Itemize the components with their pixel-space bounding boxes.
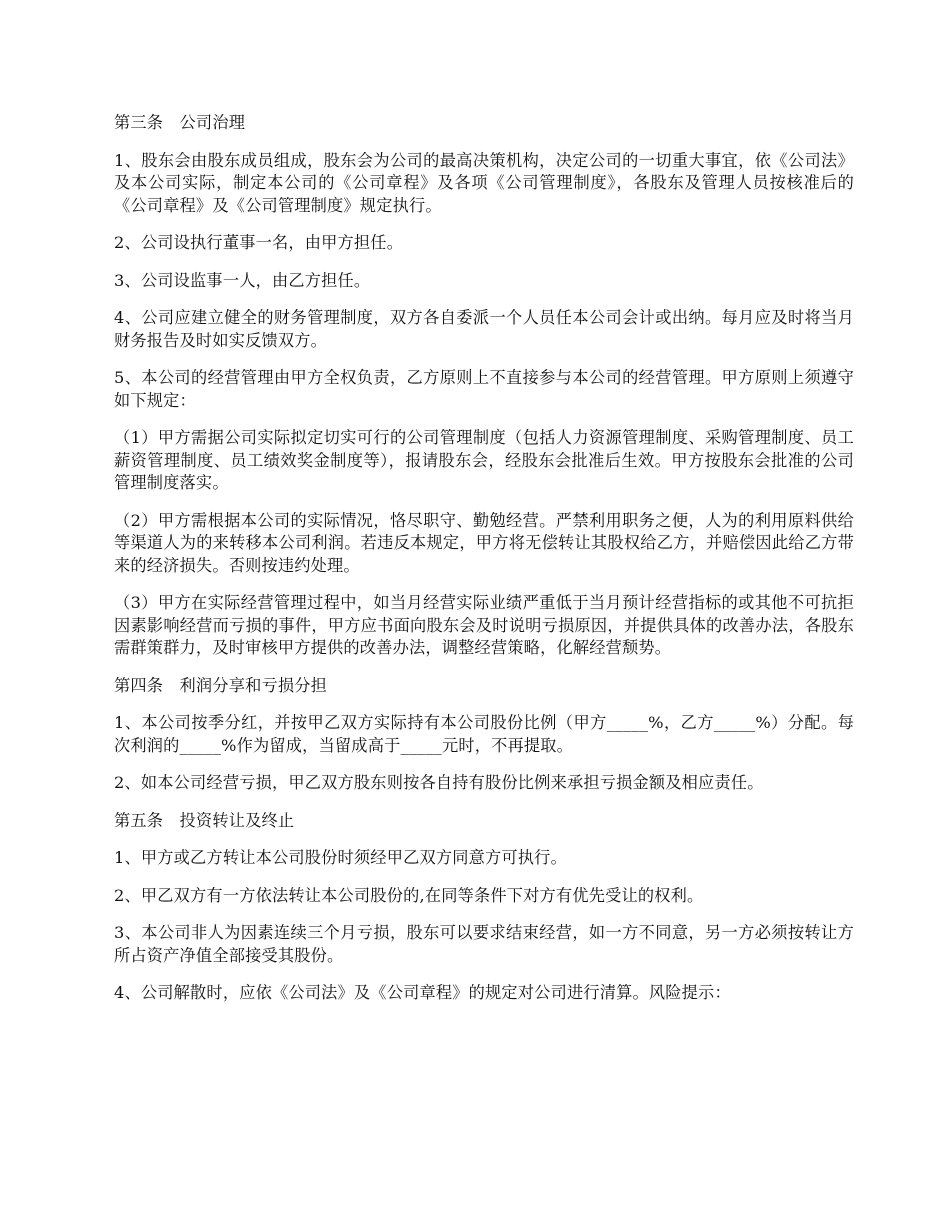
section-heading-article-4: 第四条 利润分享和亏损分担 [114,675,328,695]
paragraph: （3）甲方在实际经营管理过程中，如当月经营实际业绩严重低于当月预计经营指标的或其他不可抗拒因素影响经营而亏损的事件，甲方应书面向股东会及时说明亏损原因，并提供具体的改善办法，各股东需群策群力，及时审核甲方提供的改善办法，调整经营策略，化解经营颓势。 [114,593,854,657]
paragraph: 1、甲方或乙方转让本公司股份时须经甲乙双方同意方可执行。 [114,848,567,867]
paragraph: （2）甲方需根据本公司的实际情况，恪尽职守、勤勉经营。严禁利用职务之便，人为的利用原料供给等渠道人为的来转移本公司利润。若违反本规定，甲方将无偿转让其股权给乙方，并赔偿因此给乙方带来的经济损失。否则按违约处理。 [114,510,854,575]
paragraph: 1、本公司按季分红，并按甲乙双方实际持有本公司股份比例（甲方_____%，乙方_____%）分配。每次利润的_____%作为留成，当留成高于_____元时，不再提取。 [114,713,854,755]
paragraph: 4、公司应建立健全的财务管理制度，双方各自委派一个人员任本公司会计或出纳。每月应及时将当月财务报告及时如实反馈双方。 [114,308,854,350]
section-heading-article-3: 第三条 公司治理 [114,113,246,132]
paragraph: 5、本公司的经营管理由甲方全权负责，乙方原则上不直接参与本公司的经营管理。甲方原则上须遵守如下规定： [114,368,854,410]
paragraph: 3、公司设监事一人，由乙方担任。 [114,270,371,290]
paragraph: 2、如本公司经营亏损，甲乙双方股东则按各自持有股份比例来承担亏损金额及相应责任。 [114,773,764,792]
paragraph: 4、公司解散时，应依《公司法》及《公司章程》的规定对公司进行清算。风险提示： [114,983,731,1002]
section-heading-article-5: 第五条 投资转让及终止 [114,810,295,830]
paragraph: （1）甲方需据公司实际拟定切实可行的公司管理制度（包括人力资源管理制度、采购管理制度、员工薪资管理制度、员工绩效奖金制度等），报请股东会，经股东会批准后生效。甲方按股东会批准的公司管理制度落实。 [114,428,854,492]
paragraph: 3、本公司非人为因素连续三个月亏损，股东可以要求结束经营，如一方不同意，另一方必须按转让方所占资产净值全部接受其股份。 [114,923,854,965]
paragraph: 2、公司设执行董事一名，由甲方担任。 [114,233,404,252]
document-body [114,112,854,1020]
paragraph: 2、甲乙双方有一方依法转让本公司股份的,在同等条件下对方有优先受让的权利。 [114,885,704,905]
paragraph: 1、股东会由股东成员组成，股东会为公司的最高决策机构，决定公司的一切重大事宜，依《公司法》及本公司实际，制定本公司的《公司章程》及各项《公司管理制度》，各股东及管理人员按核准后的《公司章程》及《公司管理制度》规定执行。 [114,150,854,215]
